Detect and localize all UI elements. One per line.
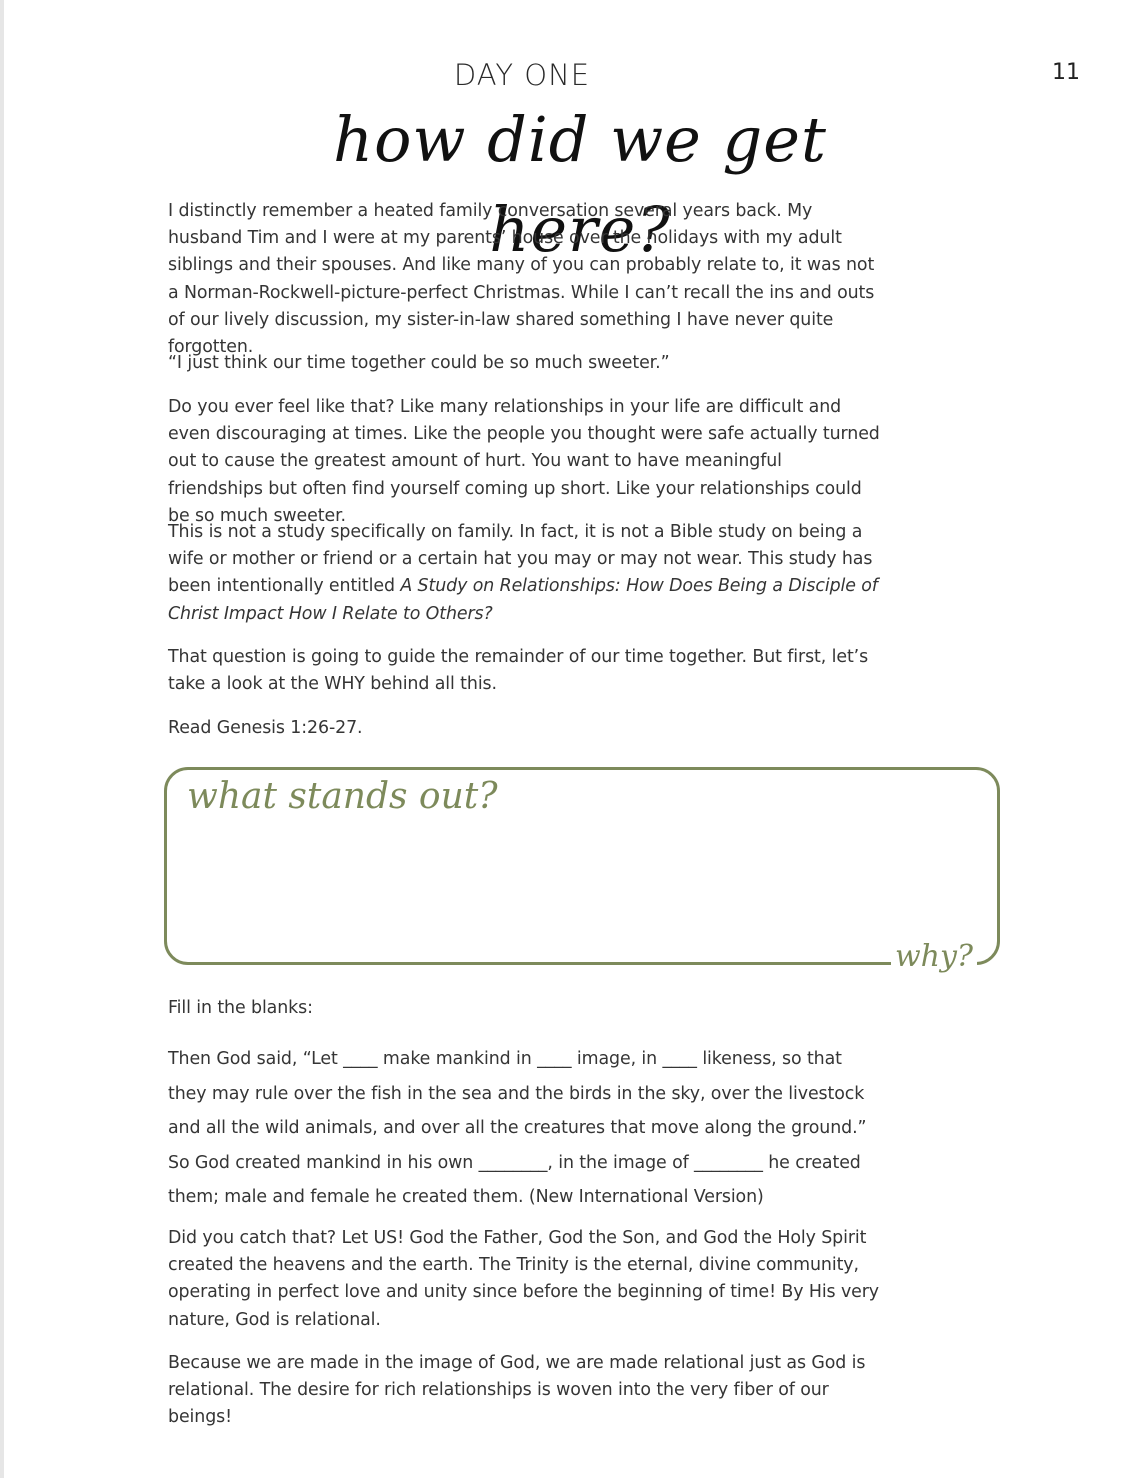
paragraph-1: [168, 198, 880, 361]
fill-in-passage-text: Then God said, “Let ____ make mankind in ____ image, in ____ likeness, so that they may rule over the fish in the sea and the birds in the sky, over the livestock and all the wild animals, and over all the creatures that move along the ground.” So God created mankind in his own ________, in the image of ________ he created them; male and female he created them. (New International Version): [168, 1049, 867, 1207]
fill-in-label: Fill in the blanks:: [168, 998, 313, 1018]
page-title: how did we get here?: [333, 103, 827, 266]
fill-in-passage: [168, 1042, 880, 1215]
paragraph-7: [168, 1225, 880, 1334]
study-title-italic: A Study on Relationships: How Does Being a Disciple of Christ Impact How I Relate to Others?: [168, 576, 878, 624]
paragraph-3: [168, 394, 880, 530]
quote-text: “I just think our time together could be so much sweeter.”: [168, 353, 670, 373]
paragraph-4: [168, 519, 880, 628]
reflection-box-why: why?: [891, 939, 977, 974]
page-edge: [0, 0, 4, 1478]
paragraph-1-text: I distinctly remember a heated family conversation several years back. My husband Tim and I were at my parents’ house over the holidays with my adult siblings and their spouses. And like many of you can probably relate to, it was not a Norman-Rockwell-picture-perfect Christmas. While I can’t recall the ins and outs of our lively discussion, my sister-in-law shared something I have never quite forgotten.: [168, 201, 875, 358]
paragraph-2: [168, 350, 880, 377]
paragraph-8-text: Because we are made in the image of God, we are made relational just as God is relational. The desire for rich relationships is woven into the very fiber of our beings!: [168, 1353, 866, 1428]
paragraph-5-text: That question is going to guide the remainder of our time together. But first, let’s take a look at the WHY behind all this.: [168, 647, 869, 695]
day-label: DAY ONE: [453, 58, 591, 92]
fill-in-label-block: [168, 995, 880, 1022]
paragraph-6: [168, 715, 880, 742]
paragraph-4-start: This is not a study specifically on family. In fact, it is not a Bible study on being a wife or mother or friend or a certain hat you may or may not wear. This study has been intentionally entitled: [168, 522, 873, 597]
reflection-box[interactable]: [164, 767, 1000, 974]
paragraph-3-text: Do you ever feel like that? Like many relationships in your life are difficult and even discouraging at times. Like the people you thought were safe actually turned out to cause the greatest amount of hurt. You want to have meaningful friendships but often find yourself coming up short. Like your relationships could be so much sweeter.: [168, 397, 880, 526]
page-number: 11: [1052, 60, 1080, 85]
paragraph-5: [168, 644, 880, 698]
paragraph-8: [168, 1350, 880, 1432]
scripture-reference: Read Genesis 1:26-27.: [168, 718, 363, 738]
paragraph-7-text: Did you catch that? Let US! God the Father, God the Son, and God the Holy Spirit created the heavens and the earth. The Trinity is the eternal, divine community, operating in perfect love and unity since before the beginning of time! By His very nature, God is relational.: [168, 1228, 879, 1330]
paragraph-4-text: [168, 519, 880, 628]
reflection-box-title: what stands out?: [187, 776, 498, 817]
